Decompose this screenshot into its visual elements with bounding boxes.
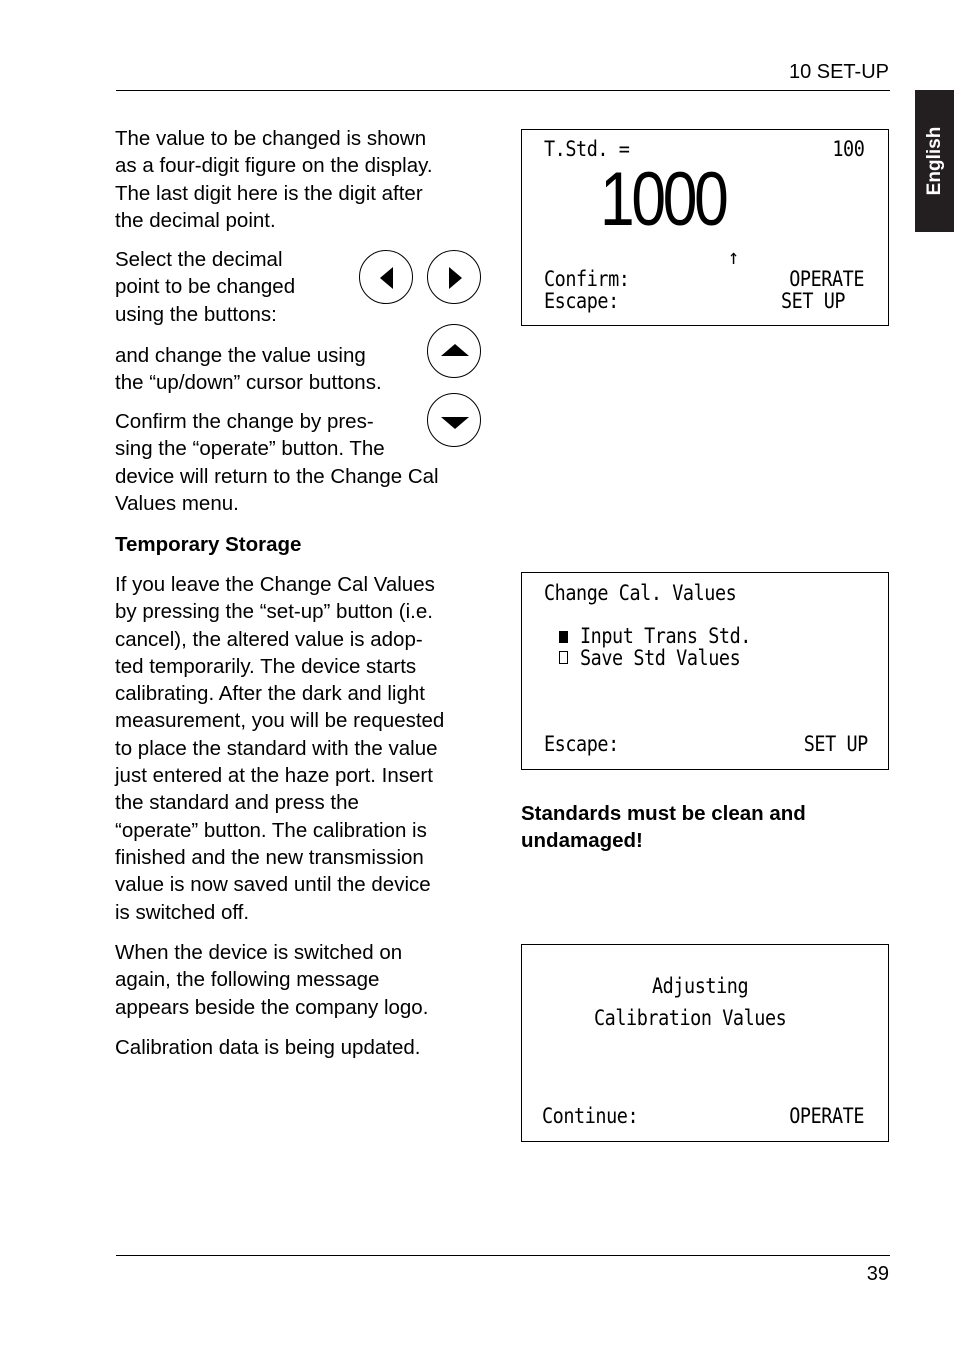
lcd-value: 1000 (600, 157, 726, 242)
paragraph-select-decimal (115, 246, 295, 328)
paragraph-confirm-change (115, 408, 439, 517)
text-line: cancel), the altered value is adop- (115, 627, 423, 651)
lcd-continue-key: OPERATE (789, 1104, 864, 1128)
text-line: ted temporarily. The device starts (115, 654, 417, 678)
language-tab-label: English (923, 126, 945, 196)
text-line: Confirm the change by pres- (115, 410, 374, 433)
left-arrow-icon (360, 251, 414, 305)
header-rule (116, 90, 890, 91)
lcd-continue-label: Continue: (542, 1104, 639, 1128)
page-number: 39 (866, 1263, 889, 1285)
lcd-display-adjusting (521, 944, 889, 1142)
lcd-setpoint: 100 (831, 137, 864, 161)
paragraph-four-digit (115, 125, 433, 234)
right-arrow-button[interactable] (427, 250, 481, 304)
paragraph-temporary-storage (115, 571, 444, 926)
paragraph-switched-on (115, 939, 428, 1021)
lcd-escape-key: SET UP (803, 732, 868, 756)
text-line: The last digit here is the digit after (115, 181, 423, 205)
text-line: Standards must be clean and (521, 802, 806, 825)
lcd-escape-label: Escape: (544, 732, 619, 756)
paragraph-calibration-updated: Calibration data is being updated. (115, 1036, 421, 1059)
text-line: the decimal point. (115, 208, 276, 232)
text-line: as a four-digit figure on the display. (115, 154, 433, 178)
lcd-display-trans-std (521, 129, 889, 326)
text-line: value is now saved until the device (115, 873, 431, 897)
paragraph-change-value (115, 342, 382, 397)
text-line: to place the standard with the value (115, 736, 438, 760)
lcd-confirm-key: OPERATE (789, 267, 864, 291)
section-title: 10 SET-UP (788, 61, 889, 83)
lcd-menu-title: Change Cal. Values (544, 581, 737, 605)
note-standards-clean (521, 800, 806, 855)
empty-square-icon (559, 651, 568, 669)
right-arrow-icon (428, 251, 482, 305)
text-line: the standard and press the (115, 791, 359, 815)
text-line: If you leave the Change Cal Values (115, 573, 435, 596)
left-arrow-button[interactable] (359, 250, 413, 304)
text-line: the “up/down” cursor buttons. (115, 371, 382, 395)
text-line: point to be changed (115, 275, 296, 299)
language-tab (915, 90, 954, 232)
lcd-menu-item-save-std-values[interactable]: Save Std Values (580, 646, 741, 670)
lcd-display-change-cal-values (521, 572, 889, 770)
text-line: Values menu. (115, 491, 239, 515)
lcd-adjusting-line: Adjusting (652, 974, 749, 998)
text-line: appears beside the company logo. (115, 995, 429, 1019)
lcd-escape-label: Escape: (544, 289, 619, 313)
lcd-escape-key: SET UP (781, 289, 846, 313)
text-line: just entered at the haze port. Insert (115, 764, 433, 788)
text-line: finished and the new transmission (115, 845, 424, 869)
text-line: When the device is switched on (115, 941, 403, 964)
lcd-menu-item-input-trans-std[interactable]: Input Trans Std. (580, 624, 751, 648)
lcd-confirm-label: Confirm: (544, 267, 630, 291)
lcd-label-tstd: T.Std. = (544, 137, 630, 161)
text-line: is switched off. (115, 900, 250, 924)
heading-temporary-storage: Temporary Storage (115, 533, 302, 556)
text-line: calibrating. After the dark and light (115, 682, 425, 706)
text-line: again, the following message (115, 968, 380, 992)
lcd-calibration-values-line: Calibration Values (594, 1006, 787, 1030)
filled-square-icon (559, 630, 568, 648)
text-line: using the buttons: (115, 302, 277, 326)
text-line: undamaged! (521, 829, 643, 853)
footer-rule (116, 1255, 890, 1256)
text-line: The value to be changed is shown (115, 127, 427, 150)
text-line: by pressing the “set-up” button (i.e. (115, 600, 433, 624)
up-arrow-icon (428, 325, 482, 379)
text-line: measurement, you will be requested (115, 709, 445, 733)
text-line: and change the value using (115, 344, 366, 367)
lcd-cursor-arrow-icon: ↑ (728, 245, 739, 269)
text-line: “operate” button. The calibration is (115, 818, 427, 842)
text-line: sing the “operate” button. The (115, 437, 385, 461)
text-line: Select the decimal (115, 248, 283, 271)
up-arrow-button[interactable] (427, 324, 481, 378)
text-line: device will return to the Change Cal (115, 464, 439, 488)
